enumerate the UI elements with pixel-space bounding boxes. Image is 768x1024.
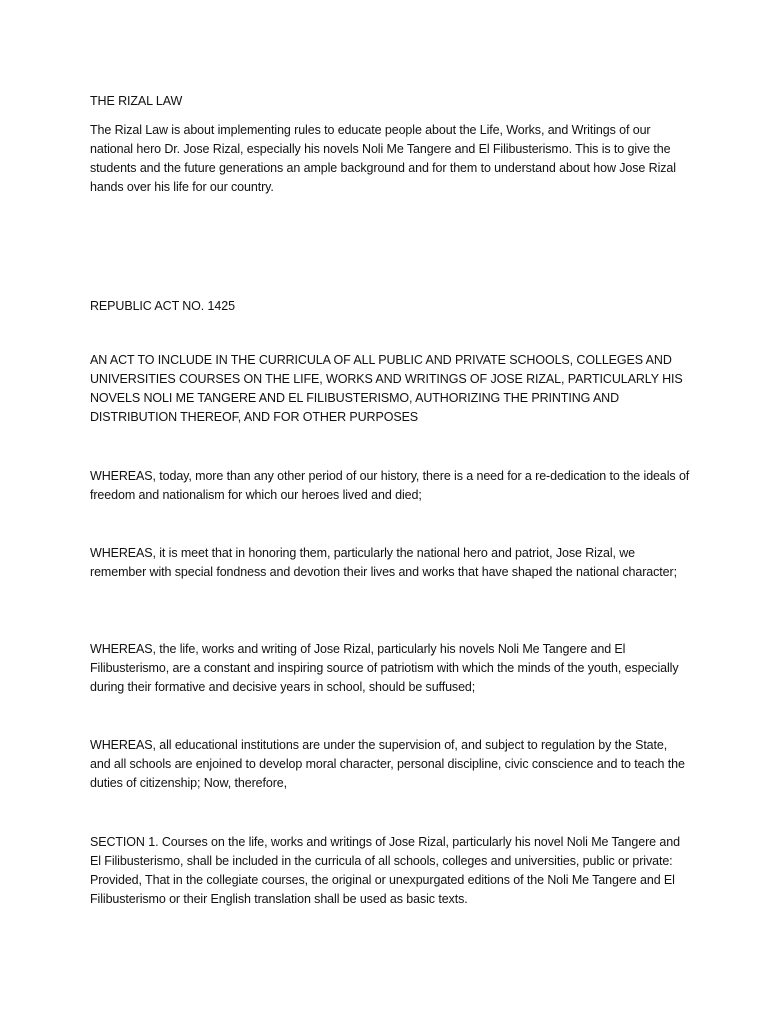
document-title: THE RIZAL LAW — [90, 94, 183, 108]
whereas-paragraph-3: WHEREAS, the life, works and writing of Jose Rizal, particularly his novels Noli Me Tangere and El Filibusterismo, are a constant and inspiring source of patriotism with which the minds of the youth, especially during their formative and decisive years in school, should be suffused; — [90, 642, 679, 694]
whereas-paragraph-1: WHEREAS, today, more than any other period of our history, there is a need for a re-dedication to the ideals of freedom and nationalism for which our heroes lived and died; — [90, 469, 690, 502]
whereas-paragraph-4: WHEREAS, all educational institutions are under the supervision of, and subject to regulation by the State, and all schools are enjoined to develop moral character, personal discipline, civic conscience and to teach the duties of citizenship; Now, therefore, — [90, 738, 685, 790]
section-1-paragraph: SECTION 1. Courses on the life, works and writings of Jose Rizal, particularly his novel Noli Me Tangere and El Filibusterismo, shall be included in the curricula of all schools, colleges and universities, public or private: Provided, That in the collegiate courses, the original or unexpurgated editions of the Noli Me Tangere and El Filibusterismo or their English translation shall be used as basic texts. — [90, 835, 680, 906]
whereas-paragraph-2: WHEREAS, it is meet that in honoring them, particularly the national hero and patriot, Jose Rizal, we remember with special fondness and devotion their lives and works that have shaped the national character; — [90, 546, 677, 579]
intro-paragraph: The Rizal Law is about implementing rules to educate people about the Life, Works, and Writings of our national hero Dr. Jose Rizal, especially his novels Noli Me Tangere and El Filibusterismo. This is to give the students and the future generations an ample background and for them to understand about how Jose Rizal hands over his life for our country. — [90, 123, 676, 194]
act-number-heading: REPUBLIC ACT NO. 1425 — [90, 299, 235, 313]
act-title-paragraph: AN ACT TO INCLUDE IN THE CURRICULA OF ALL PUBLIC AND PRIVATE SCHOOLS, COLLEGES AND UNIVERSITIES COURSES ON THE LIFE, WORKS AND WRITINGS OF JOSE RIZAL, PARTICULARLY HIS NOVELS NOLI ME TANGERE AND EL FILIBUSTERISMO, AUTHORIZING THE PRINTING AND DISTRIBUTION THEREOF, AND FOR OTHER PURPOSES — [90, 353, 683, 424]
